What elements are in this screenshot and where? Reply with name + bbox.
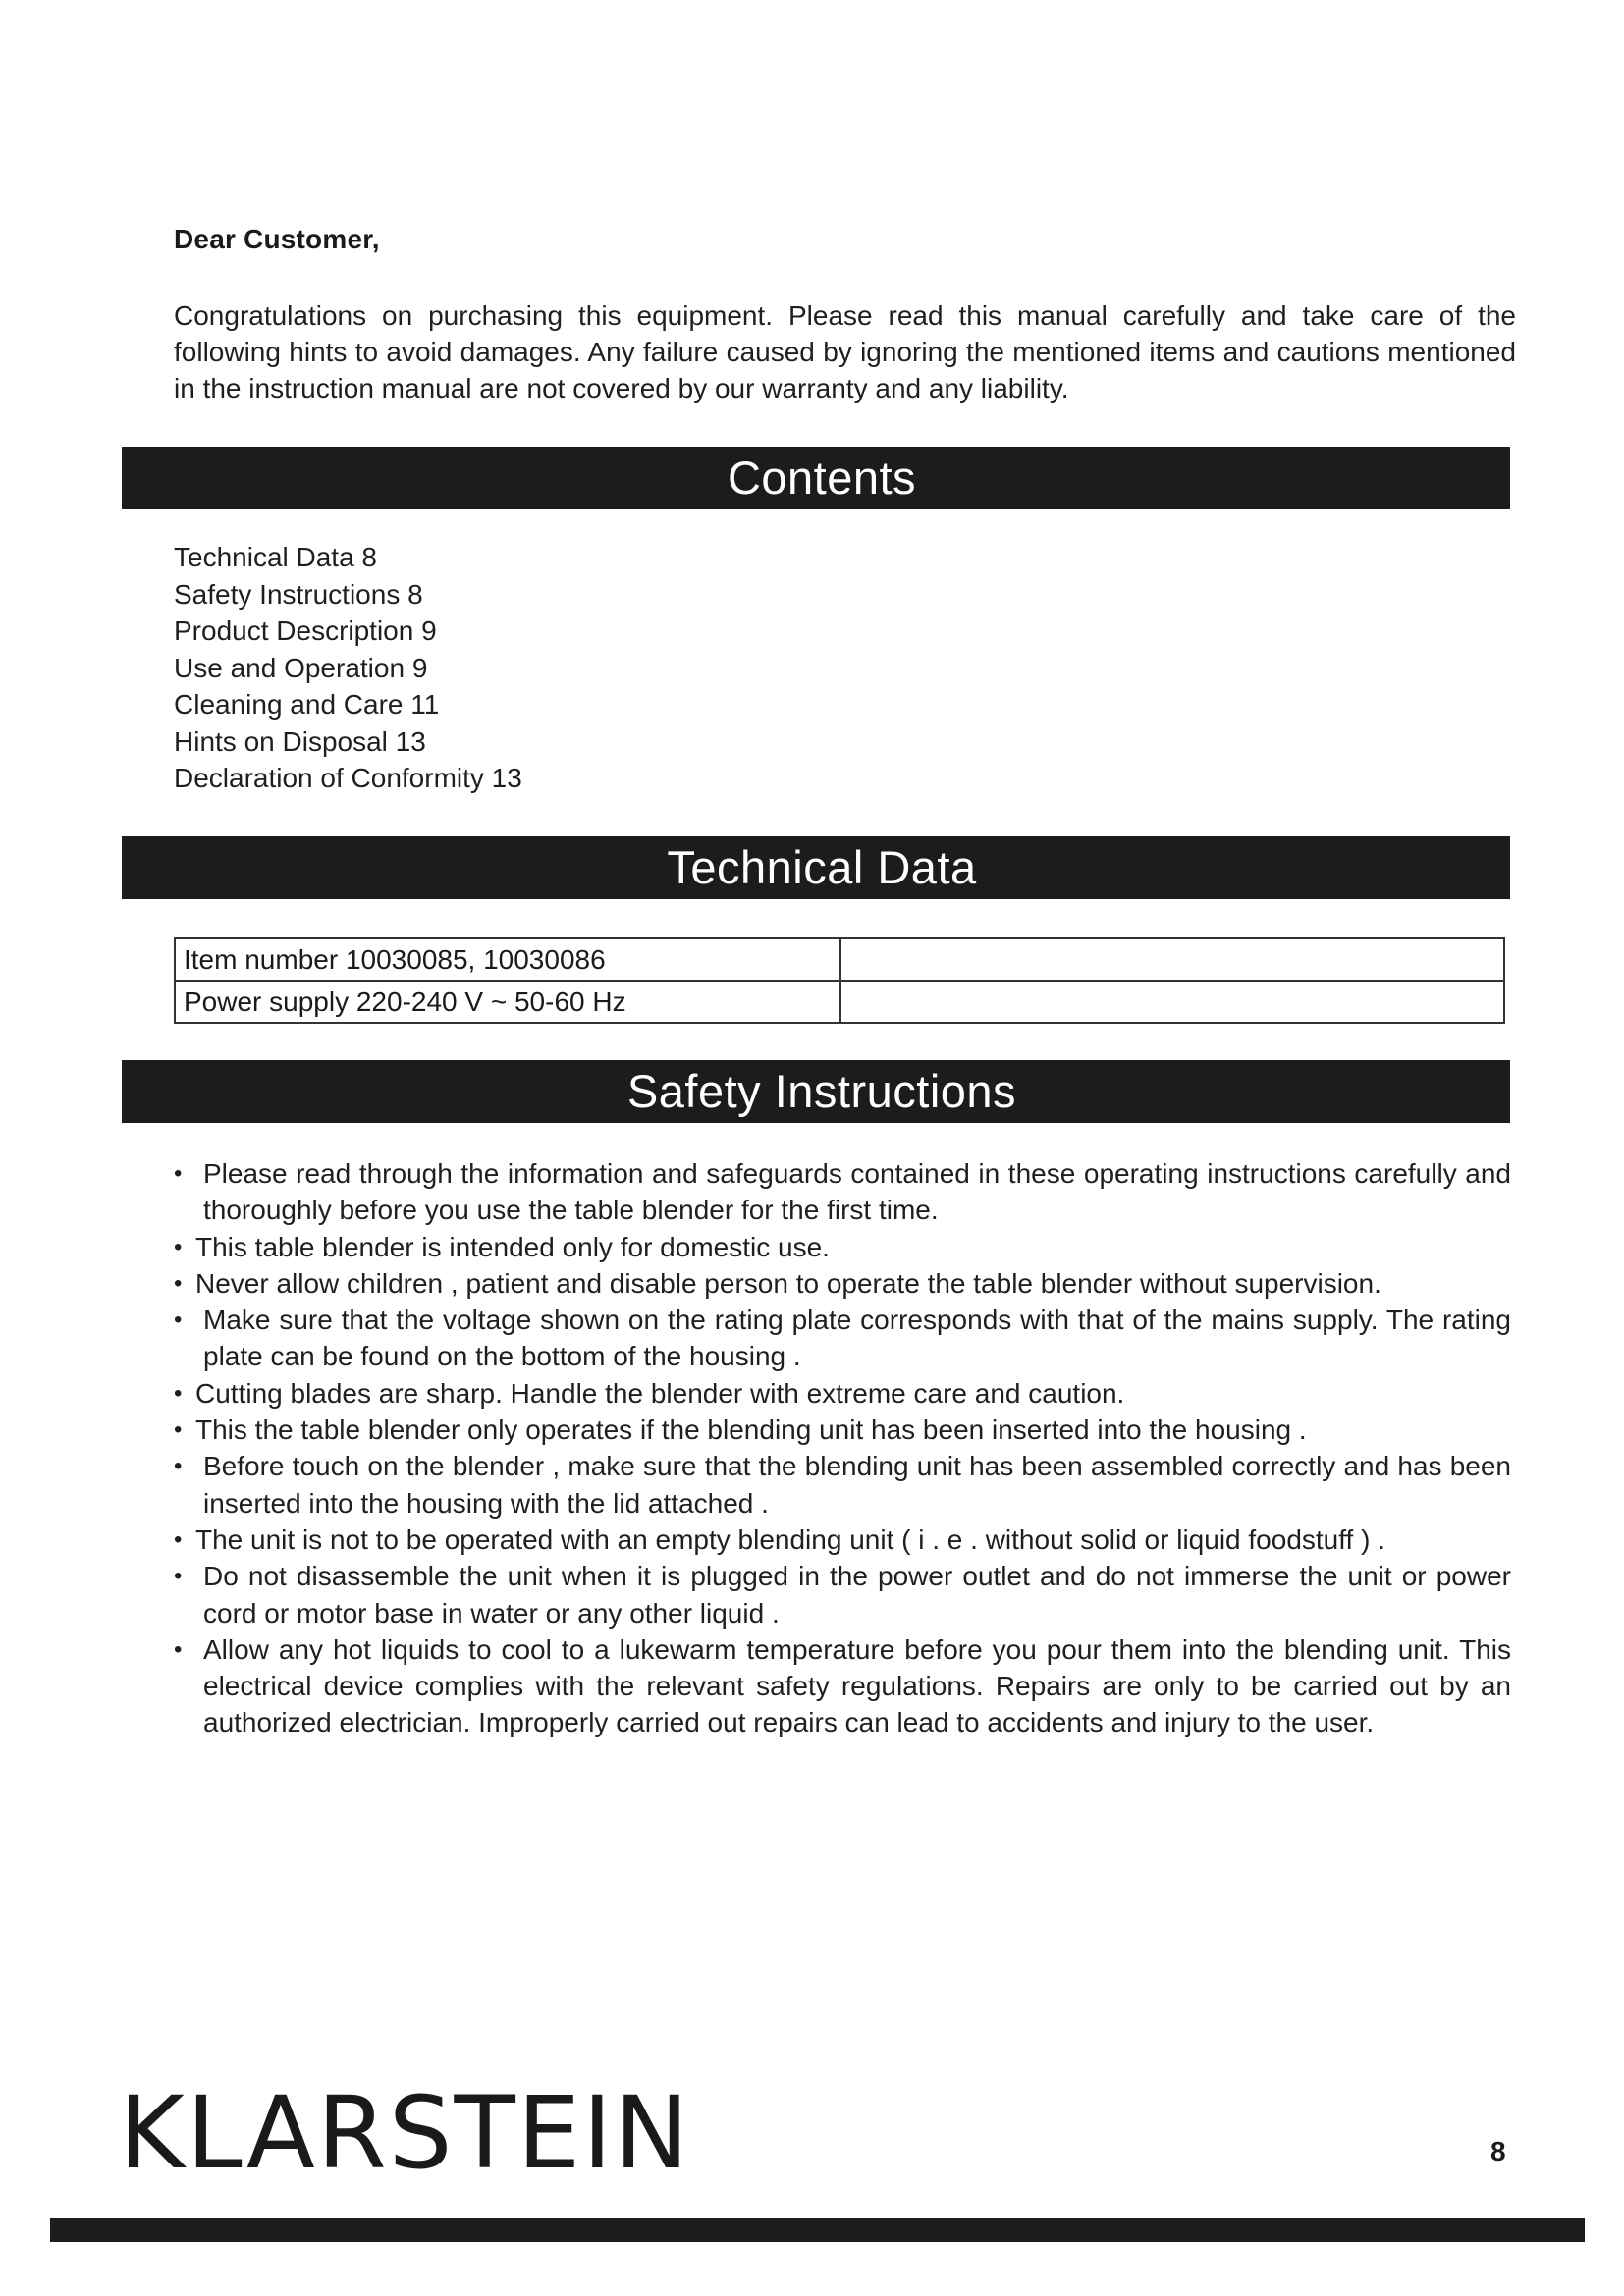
contents-item: Safety Instructions 8 xyxy=(174,578,423,610)
contents-item: Hints on Disposal 13 xyxy=(174,725,426,757)
technical-data-table xyxy=(174,937,1505,1024)
bullet-icon: • xyxy=(174,1635,183,1663)
table-row xyxy=(175,981,1504,1023)
contents-heading-bar xyxy=(122,447,1510,509)
contents-item: Product Description 9 xyxy=(174,615,437,646)
list-item xyxy=(174,1558,1511,1631)
list-item xyxy=(174,1448,1511,1522)
contents-list xyxy=(174,539,522,797)
bullet-icon: • xyxy=(174,1269,183,1297)
contents-item: Technical Data 8 xyxy=(174,542,378,572)
bullet-icon: • xyxy=(174,1379,183,1407)
list-item xyxy=(174,1302,1511,1375)
bullet-icon: • xyxy=(174,1416,183,1444)
list-item-text: Make sure that the voltage shown on the rating plate corresponds with that of the mains supply. The rating plate can be found on the bottom of the housing . xyxy=(203,1305,1511,1372)
power-supply-value-cell xyxy=(840,981,1504,1023)
list-item-text: Allow any hot liquids to cool to a lukewarm temperature before you pour them into the blending unit. This electrical device complies with the relevant safety regulations. Repairs are only to be carried out by an authorized electrician. Improperly carried out repairs can lead to accidents and injury to the user. xyxy=(203,1633,1511,1738)
item-number-cell: Item number 10030085, 10030086 xyxy=(175,938,840,981)
intro-paragraph: Congratulations on purchasing this equipment. Please read this manual carefully and take care of the following hints to avoid damages. Any failure caused by ignoring the mentioned items and cautions mentioned in the instruction manual are not covered by our warranty and any liability. xyxy=(174,300,1516,403)
list-item xyxy=(174,1522,1511,1558)
contents-item: Cleaning and Care 11 xyxy=(174,689,440,720)
list-item-text: This the table blender only operates if the blending unit has been inserted into the housing . xyxy=(195,1415,1307,1446)
table-row xyxy=(175,938,1504,981)
list-item-text: Before touch on the blender , make sure that the blending unit has been assembled correctly and has been inserted into the housing with the lid attached . xyxy=(203,1451,1511,1519)
bullet-icon: • xyxy=(174,1563,183,1590)
safety-instructions-heading: Safety Instructions xyxy=(626,1065,1017,1117)
klarstein-logo: KLARSTEIN xyxy=(119,2075,691,2192)
greeting: Dear Customer, xyxy=(174,224,380,254)
item-number-value-cell xyxy=(840,938,1504,981)
list-item xyxy=(174,1375,1511,1412)
list-item-text: This table blender is intended only for domestic use. xyxy=(195,1231,830,1262)
safety-instructions-heading-bar xyxy=(122,1060,1510,1123)
list-item xyxy=(174,1155,1511,1229)
contents-item: Declaration of Conformity 13 xyxy=(174,763,522,793)
contents-heading: Contents xyxy=(727,452,917,504)
list-item-text: Do not disassemble the unit when it is plugged in the power outlet and do not immerse the unit or power cord or motor base in water or any other liquid . xyxy=(203,1561,1511,1629)
bullet-icon: • xyxy=(174,1525,183,1553)
list-item xyxy=(174,1412,1511,1448)
list-item-text: Never allow children , patient and disable person to operate the table blender without supervision. xyxy=(195,1267,1381,1299)
power-supply-cell: Power supply 220-240 V ~ 50-60 Hz xyxy=(175,981,840,1023)
bullet-icon: • xyxy=(174,1453,183,1480)
bullet-icon: • xyxy=(174,1233,183,1260)
bullet-icon: • xyxy=(174,1307,183,1334)
list-item xyxy=(174,1229,1511,1265)
footer-divider-bar xyxy=(50,2218,1585,2242)
page-number: 8 xyxy=(1490,2136,1506,2166)
list-item-text: The unit is not to be operated with an empty blending unit ( i . e . without solid or liquid foodstuff ) . xyxy=(195,1523,1385,1555)
technical-data-heading-bar xyxy=(122,836,1510,899)
safety-instructions-list xyxy=(174,1155,1511,1741)
contents-item: Use and Operation 9 xyxy=(174,652,428,683)
list-item xyxy=(174,1631,1511,1741)
list-item xyxy=(174,1265,1511,1302)
list-item-text: Please read through the information and safeguards contained in these operating instructions carefully and thoroughly before you use the table blender for the first time. xyxy=(203,1158,1511,1226)
bullet-icon: • xyxy=(174,1160,183,1187)
list-item-text: Cutting blades are sharp. Handle the blender with extreme care and caution. xyxy=(195,1377,1125,1409)
technical-data-heading: Technical Data xyxy=(667,841,977,893)
